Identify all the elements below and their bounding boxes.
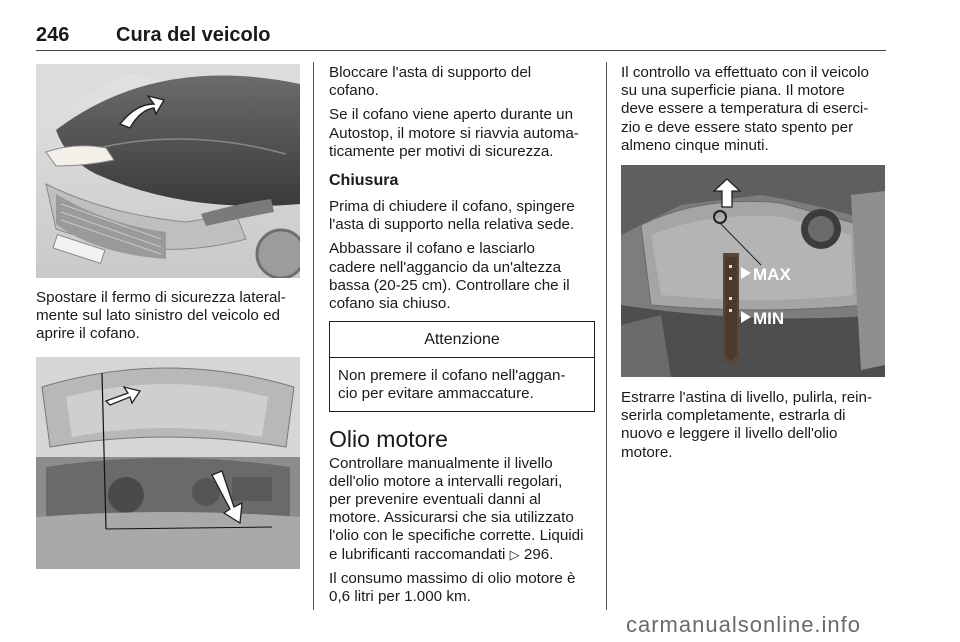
column-3	[621, 64, 887, 468]
paragraph-closing-1: Prima di chiudere il cofano, spingere l'asta di supporto nella relativa sede.	[329, 198, 575, 234]
column-2	[329, 64, 595, 612]
warning-title: Attenzione	[330, 322, 594, 358]
column-divider-right	[606, 62, 607, 610]
caption-1: Spostare il fermo di sicurezza lateral- mente sul lato sinistro del veicolo ed aprire il cofano.	[36, 289, 286, 343]
paragraph-autostop: Se il cofano viene aperto durante un Autostop, il motore si riavvia automa- ticamente per motivi di sicurezza.	[329, 106, 579, 160]
dipstick-max-label: MAX	[753, 265, 791, 285]
paragraph-oil-consumption: Il consumo massimo di olio motore è 0,6 litri per 1.000 km.	[329, 569, 576, 606]
column-divider-left	[313, 62, 314, 610]
paragraph-oil-check: Controllare manualmente il livello dell'olio motore a intervalli regolari, per prevenire eventuali danni al motore. Assicurarsi che sia utilizzato l'olio con le specifiche corrette. Liquidi e lubrificanti raccomandati ▷ 296.	[329, 454, 584, 563]
column-1	[36, 64, 300, 569]
header-rule	[36, 50, 886, 51]
heading-chiusura: Chiusura	[329, 172, 399, 190]
watermark: carmanualsonline.info	[626, 612, 862, 637]
paragraph-check-conditions: Il controllo va effettuato con il veicolo su una superficie piana. Il motore deve essere a temperatura di eserci- zio e deve essere stato spento per almeno cinque minuti.	[621, 64, 869, 154]
paragraph-prop-rod: Bloccare l'asta di supporto del cofano.	[329, 64, 532, 100]
open-hood-illustration	[36, 357, 300, 569]
dipstick-min-label: MIN	[753, 309, 785, 329]
page-reference-icon: ▷	[509, 546, 520, 562]
page-reference-link[interactable]: 296.	[523, 545, 554, 563]
paragraph-closing-2: Abbassare il cofano e lasciarlo cadere nell'aggancio da un'altezza bassa (20-25 cm). Controllare che il cofano sia chiuso.	[329, 240, 570, 313]
page-number: 246	[36, 24, 70, 46]
heading-olio-motore: Olio motore	[329, 425, 448, 452]
dipstick-illustration	[621, 165, 885, 377]
warning-box	[329, 321, 595, 411]
hood-release-illustration	[36, 64, 300, 278]
paragraph-read-dipstick: Estrarre l'astina di livello, pulirla, rein- serirla completamente, estrarla di nuovo e leggere il livello dell'olio motore.	[621, 389, 873, 461]
warning-body: Non premere il cofano nell'aggan- cio per evitare ammaccature.	[338, 367, 566, 403]
section-title: Cura del veicolo	[116, 24, 271, 46]
